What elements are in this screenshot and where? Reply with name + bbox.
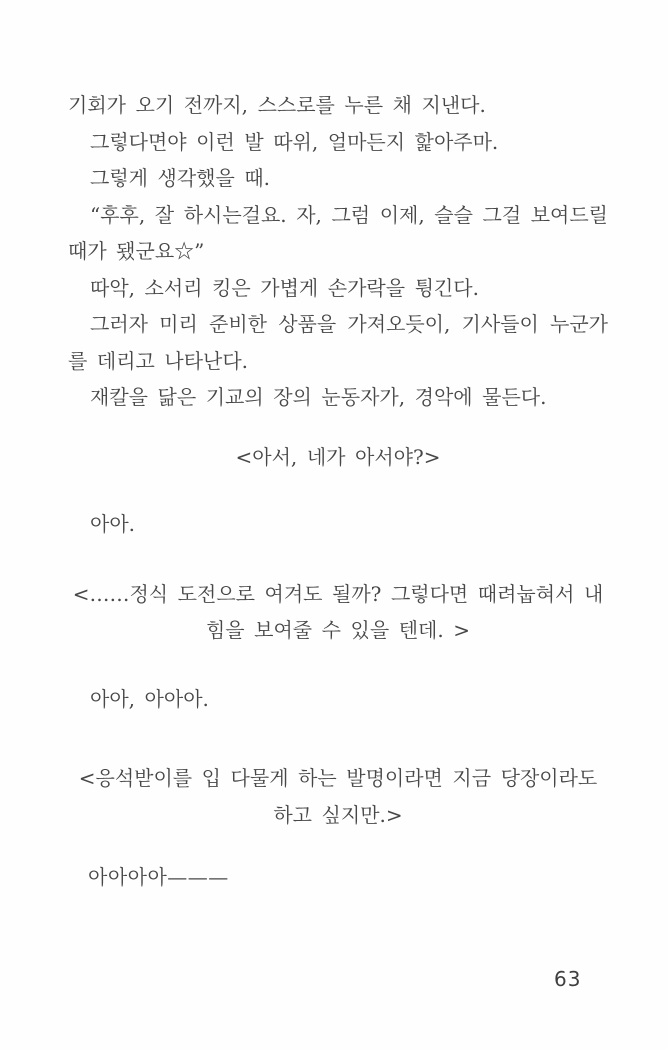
- text-line: 기회가 오기 전까지, 스스로를 누른 채 지낸다.: [68, 93, 486, 117]
- telepathy-line: 하고 싶지만.>: [273, 802, 403, 827]
- text-line: 그렇게 생각했을 때.: [90, 166, 271, 190]
- page-number: 63: [554, 967, 582, 991]
- telepathy-line: 힘을 보여줄 수 있을 텐데. >: [205, 618, 471, 642]
- shout-line-big: 아아아아———: [88, 865, 229, 889]
- text-line: 를 데리고 나타난다.: [68, 348, 249, 373]
- text-line: 때가 됐군요☆”: [68, 239, 205, 263]
- text-line: 그렇다면야 이런 발 따위, 얼마든지 핥아주마.: [90, 129, 499, 154]
- text-line: 재칼을 닮은 기교의 장의 눈동자가, 경악에 물든다.: [90, 385, 547, 409]
- telepathy-line: <아서, 네가 아서야?>: [235, 444, 441, 469]
- shout-line: 아아.: [90, 512, 135, 536]
- telepathy-line: <……정식 도전으로 여겨도 될까? 그렇다면 때려눕혀서 내: [72, 581, 604, 606]
- text-line: 따악, 소서리 킹은 가볍게 손가락을 튕긴다.: [90, 275, 479, 300]
- text-line: “후후, 잘 하시는걸요. 자, 그럼 이제, 슬슬 그걸 보여드릴: [90, 202, 608, 227]
- text-line: 그러자 미리 준비한 상품을 가져오듯이, 기사들이 누군가: [90, 312, 608, 336]
- telepathy-line: <응석받이를 입 다물게 하는 발명이라면 지금 당장이라도: [78, 766, 598, 790]
- shout-line: 아아, 아아아.: [90, 686, 209, 711]
